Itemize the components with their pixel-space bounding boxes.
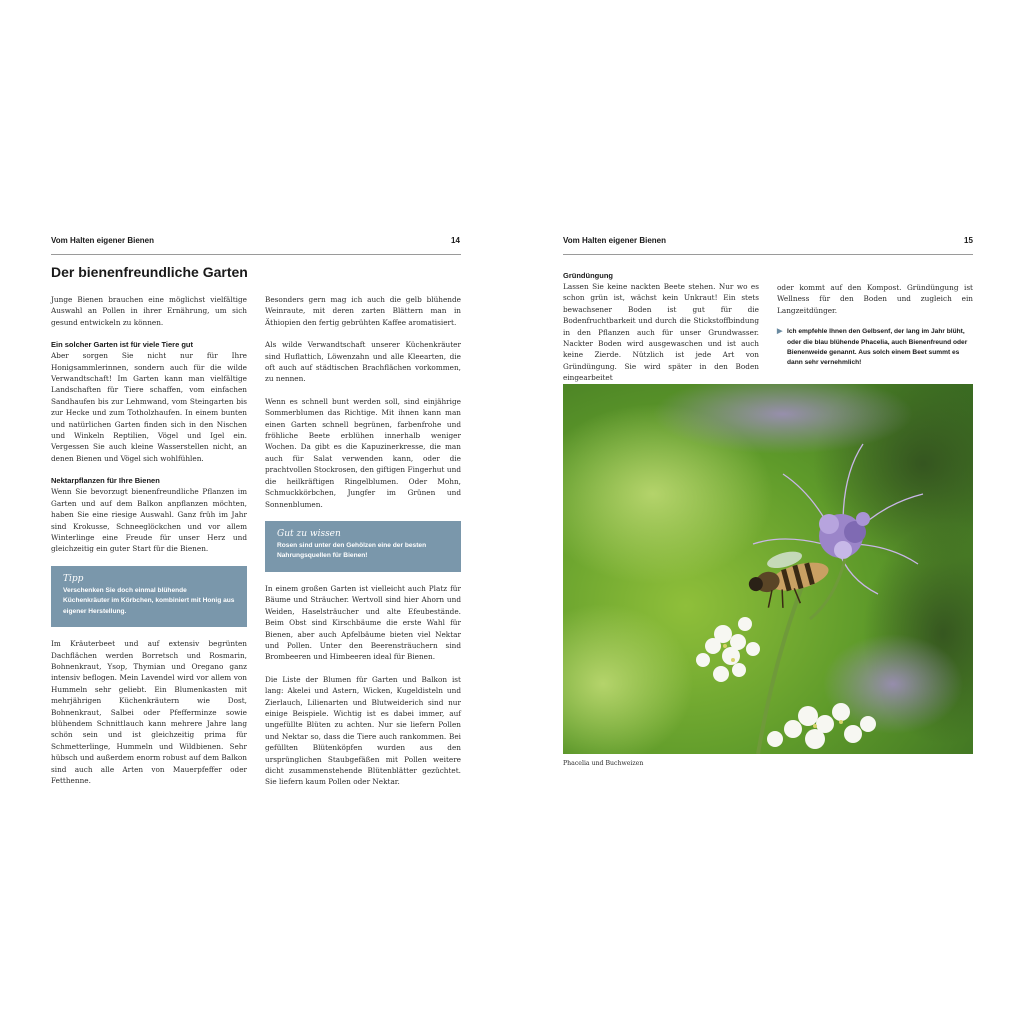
- bee-on-phacelia-photo: [563, 384, 973, 754]
- tip-text: Verschenken Sie doch einmal blühende Küchenkräuter im Körbchen, kombiniert mit Honig aus eigener Herstellung.: [63, 586, 235, 615]
- paragraph: Lassen Sie keine nackten Beete stehen. Nur wo es schon grün ist, wächst kein Unkraut! Ein stets bewachsener Boden ist gut für die Bodenfruchtbarkeit und durch die Stickstoffbindung in den Pflanzen auch für unser Grundwasser. Nackter Boden wird ausgewaschen und ist auch keine Zierde. Nützlich ist jede Art von Gründüngung. Sie wird später in den Boden eingearbeitet: [563, 282, 759, 383]
- triangle-bullet-icon: ▶: [777, 328, 783, 336]
- tip-box: [51, 566, 247, 628]
- paragraph: Als wilde Verwandtschaft unserer Küchenkräuter sind Huflattich, Löwenzahn und alle Kleearten, die oft auch auf städtischen Brachflächen vorkommen, zu nennen.: [265, 340, 461, 384]
- page-number-right: 15: [964, 236, 973, 245]
- header-rule-left: [51, 254, 461, 255]
- paragraph: In einem großen Garten ist vielleicht auch Platz für Bäume und Sträucher. Wertvoll sind hier Ahorn und Weiden, Haselsträucher und alte Efeubestände. Beim Obst sind Kirschbäume die erste Wahl für Bienen, aber auch Apfelbäume bieten viel Nektar und Pollen. Unter den Beerensträuchern sind Brombeeren und Himbeeren ideal für Bienen.: [265, 583, 461, 662]
- paragraph: Besonders gern mag ich auch die gelb blühende Weinraute, mit deren zarten Blättern man in Äthiopien den fertig gebrühten Kaffee aromatisiert.: [265, 295, 461, 327]
- running-header-left: Vom Halten eigener Bienen: [51, 236, 154, 245]
- photo-caption: Phacelia und Buchweizen: [563, 760, 644, 767]
- callout-text: Ich empfehle Ihnen den Gelbsenf, der lang im Jahr blüht, oder die blau blühende Phacelia, auch Bienenfreund oder Bienenweide genannt. Aus solch einem Beet summt es dann sehr vernehmlich!: [787, 328, 968, 367]
- running-header-right: Vom Halten eigener Bienen: [563, 236, 666, 245]
- info-title: Gut zu wissen: [277, 528, 341, 539]
- paragraph: Wenn es schnell bunt werden soll, sind einjährige Sommerblumen das Richtige. Mit ihnen kann man einen Garten schnell begrünen, farbenfrohe und fröhliche Beete erblühen innerhalb weniger Wochen. Da gibt es die Kapuzinerkresse, die man auch für Salat verwenden kann, oder die prachtvollen Stockrosen, den giftigen Fingerhut und die heilkräftigen Ringelblumen. Oder Mohn, Schmuckkörbchen, Jungfer im Grünen und Sonnenblumen.: [265, 396, 461, 509]
- paragraph: Junge Bienen brauchen eine möglichst vielfältige Auswahl an Pollen in ihrer Ernährung, um sich gesund entwickeln zu können.: [51, 295, 247, 327]
- page-number-left: 14: [451, 236, 460, 245]
- subheading: Ein solcher Garten ist für viele Tiere gut: [51, 340, 193, 350]
- info-text: Rosen sind unter den Gehölzen eine der besten Nahrungsquellen für Bienen!: [277, 541, 427, 560]
- right-column-2: [777, 282, 973, 369]
- callout: [777, 327, 973, 369]
- page-title: Der bienenfreundliche Garten: [51, 264, 248, 280]
- paragraph: Wenn Sie bevorzugt bienenfreundliche Pflanzen im Garten und auf dem Balkon anpflanzen möchten, haben Sie eine riesige Auswahl. Ganz früh im Jahr sind Krokusse, Schneeglöckchen und vor allem Winterlinge eine Freude für unser Herz und gleichzeitig ein guter Start für die Bienen.: [51, 487, 247, 554]
- paragraph: Aber sorgen Sie nicht nur für Ihre Honigsammlerinnen, sondern auch für die wilde Verwandtschaft! Im Garten kann man vielfältige Landschaften für Tiere schaffen, vom einfachen Sandhaufen bis zur Lehmwand, vom Steingarten bis zur Hecke und zum Totholzhaufen. In einem bunten und natürlichen Garten finden sich in den Nischen und Winkeln Reptilien, Vögel und Igel ein. Vergessen Sie auch kleine Wasserstellen nicht, an denen Bienen und Vögel sich wohlfühlen.: [51, 351, 247, 463]
- paragraph: Im Kräuterbeet und auf extensiv begrünten Dachflächen werden Borretsch und Rosmarin, Bohnenkraut, Ysop, Thymian und Oregano ganz intensiv beflogen. Mein Lavendel wird vor allem von Hummeln sehr geliebt. Ein Blumenkasten mit mehrjährigen Küchenkräutern wie Dost, Bohnenkraut, Salbei oder Pfefferminze sowie blühendem Schnittlauch kann mehrere Jahre lang schön sein und ist gleichzeitig prima für Schmetterlinge, Hummeln und Wildbienen. Sehr hübsch und außerdem enorm robust auf dem Balkon sind auch alle Arten von Mauerpfeffer oder Fetthenne.: [51, 639, 247, 786]
- left-column-1: [51, 294, 247, 798]
- info-box: [265, 521, 461, 572]
- paragraph: Die Liste der Blumen für Garten und Balkon ist lang: Akelei und Astern, Wicken, Kugeldisteln und Zierlauch, Lilienarten und Blutweiderich sind nur einige Beispiele. Wichtig ist es dabei immer, auf ungefüllte Blüten zu achten. Nur sie liefern Pollen und Nektar so, dass die Tiere auch rankommen. Bei gefüllten Blütenköpfen wurden aus den ursprünglichen Staubgefäßen mit Pollen weitere dicht zusammenstehende Blütenblätter gezüchtet. Sie liefern kaum Pollen oder Nektar.: [265, 674, 461, 787]
- subheading: Nektarpflanzen für Ihre Bienen: [51, 476, 160, 486]
- left-column-2: [265, 294, 461, 799]
- right-column-1: [563, 270, 759, 395]
- paragraph: oder kommt auf den Kompost. Gründüngung ist Wellness für den Boden und zugleich ein Langzeitdünger.: [777, 283, 973, 315]
- subheading: Gründüngung: [563, 271, 613, 280]
- header-rule-right: [563, 254, 973, 255]
- tip-title: Tipp: [63, 573, 84, 584]
